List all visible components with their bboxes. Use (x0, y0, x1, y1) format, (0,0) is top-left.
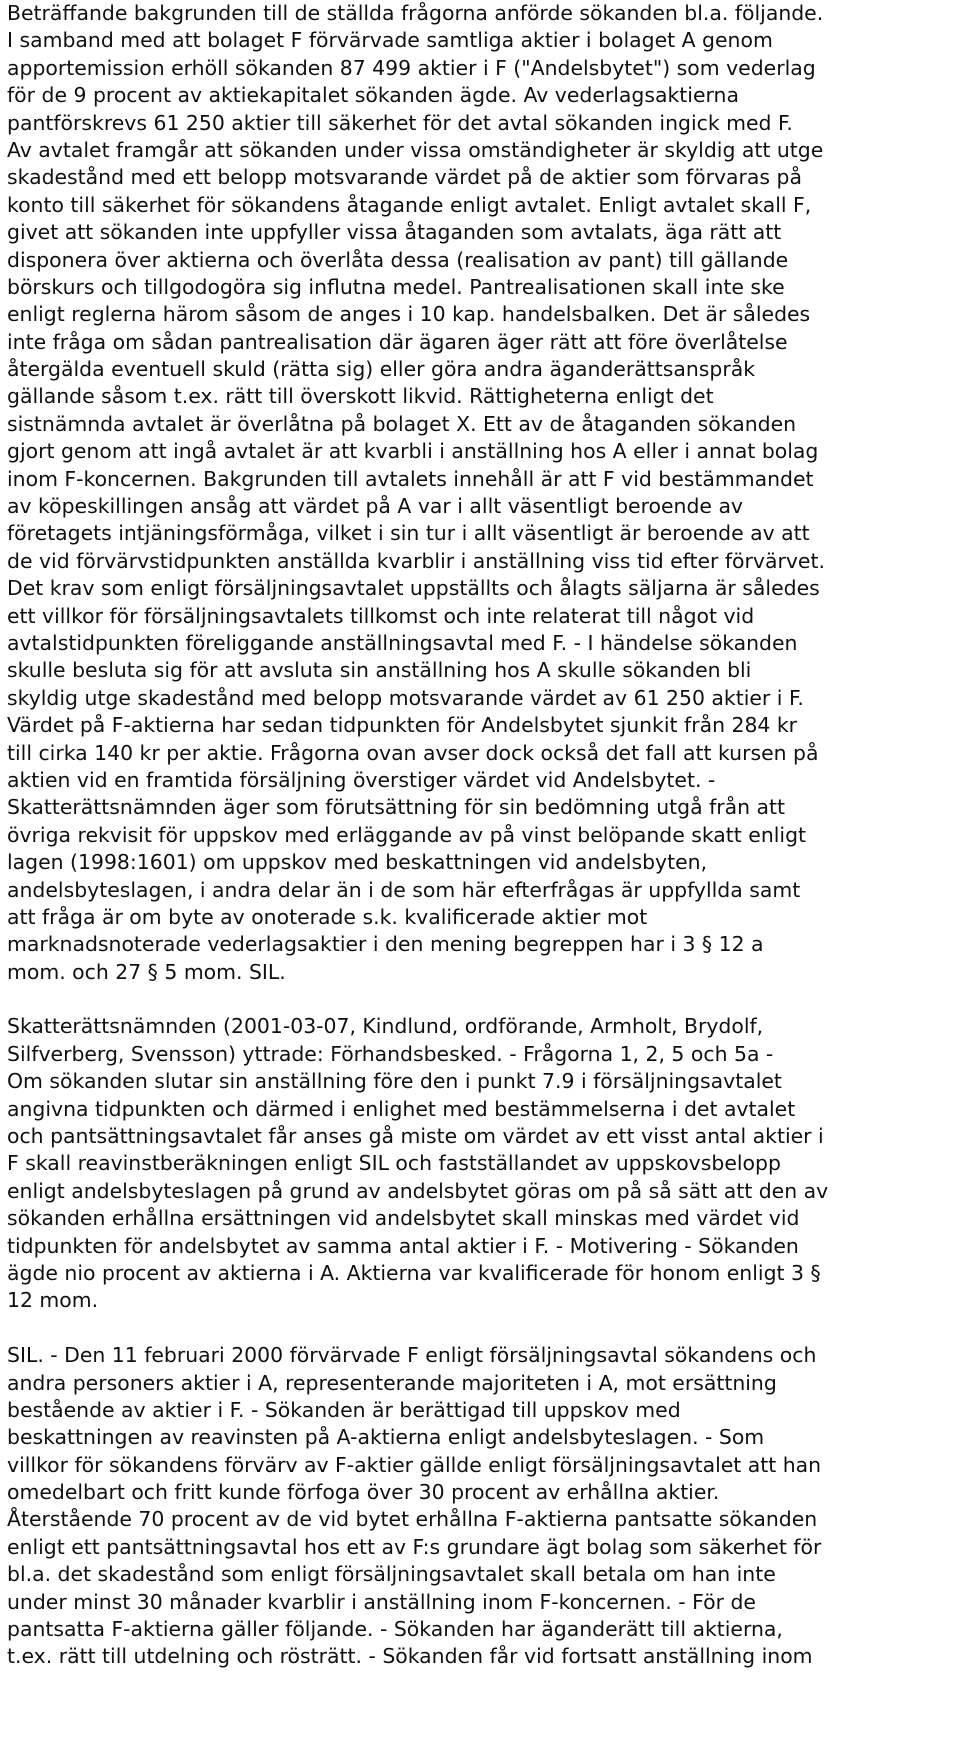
text-line: pantsatta F-aktierna gäller följande. - Sökanden har äganderätt till aktierna, (7, 1617, 783, 1642)
text-line: I samband med att bolaget F förvärvade samtliga aktier i bolaget A genom (7, 28, 773, 53)
text-line: pantförskrevs 61 250 aktier till säkerhet för det avtal sökanden ingick med F. (7, 110, 793, 135)
text-line: angivna tidpunkten och därmed i enlighet med bestämmelserna i det avtalet (7, 1096, 796, 1121)
text-line: marknadsnoterade vederlagsaktier i den mening begreppen har i 3 § 12 a (7, 932, 764, 957)
text-line: Skatterättsnämnden äger som förutsättning för sin bedömning utgå från att (7, 795, 786, 820)
text-line: Värdet på F-aktierna har sedan tidpunkten för Andelsbytet sjunkit från 284 kr (7, 713, 798, 738)
text-line: konto till säkerhet för sökandens åtagande enligt avtalet. Enligt avtalet skall F, (7, 192, 812, 217)
paragraph-gap (7, 986, 960, 1013)
text-line: under minst 30 månader kvarblir i anställning inom F-koncernen. - För de (7, 1589, 756, 1614)
text-line: av köpeskillingen ansåg att värdet på A var i allt väsentligt beroende av (7, 494, 744, 519)
text-line: inte fråga om sådan pantrealisation där ägaren äger rätt att före överlåtelse (7, 329, 788, 354)
text-line: bl.a. det skadestånd som enligt försäljningsavtalet skall betala om han inte (7, 1562, 776, 1587)
text-line: sistnämnda avtalet är överlåtna på bolaget X. Ett av de åtaganden sökanden (7, 411, 797, 436)
text-line: enligt andelsbyteslagen på grund av andelsbytet göras om på så sätt att den av (7, 1178, 829, 1203)
text-line: till cirka 140 kr per aktie. Frågorna ovan avser dock också det fall att kursen på (7, 740, 819, 765)
text-line: Om sökanden slutar sin anställning före den i punkt 7.9 i försäljningsavtalet (7, 1069, 782, 1094)
text-line: tidpunkten för andelsbytet av samma antal aktier i F. - Motivering - Sökanden (7, 1233, 799, 1258)
text-line: avtalstidpunkten föreliggande anställningsavtal med F. - I händelse sökanden (7, 630, 798, 655)
document-section-continuation (7, 1342, 960, 1671)
text-line: SIL. - Den 11 februari 2000 förvärvade F enligt försäljningsavtal sökandens och (7, 1343, 817, 1368)
text-line: inom F-koncernen. Bakgrunden till avtalets innehåll är att F vid bestämmandet (7, 466, 814, 491)
text-line: de vid förvärvstidpunkten anställda kvarblir i anställning viss tid efter förvärvet. (7, 548, 825, 573)
text-line: t.ex. rätt till utdelning och rösträtt. - Sökanden får vid fortsatt anställning inom (7, 1644, 813, 1669)
paragraph-gap (7, 1315, 960, 1342)
text-line: mom. och 27 § 5 mom. SIL. (7, 959, 286, 984)
text-line: enligt reglerna härom såsom de anges i 10 kap. handelsbalken. Det är således (7, 302, 811, 327)
text-line: gällande såsom t.ex. rätt till överskott likvid. Rättigheterna enligt det (7, 384, 714, 409)
text-line: Silfverberg, Svensson) yttrade: Förhandsbesked. - Frågorna 1, 2, 5 och 5a - (7, 1041, 774, 1066)
text-line: apportemission erhöll sökanden 87 499 aktier i F ("Andelsbytet") som vederlag (7, 55, 816, 80)
text-line: givet att sökanden inte uppfyller vissa åtaganden som avtalats, äga rätt att (7, 220, 782, 245)
text-line: F skall reavinstberäkningen enligt SIL och fastställandet av uppskovsbelopp (7, 1151, 781, 1176)
text-line: skulle besluta sig för att avsluta sin anställning hos A skulle sökanden bli (7, 658, 752, 683)
text-line: 12 mom. (7, 1288, 99, 1313)
text-line: villkor för sökandens förvärv av F-aktier gällde enligt försäljningsavtalet att han (7, 1452, 822, 1477)
text-line: omedelbart och fritt kunde förfoga över 30 procent av erhållna aktier. (7, 1480, 720, 1505)
document-section-background (7, 0, 960, 986)
text-line: lagen (1998:1601) om uppskov med beskattningen vid andelsbyten, (7, 850, 708, 875)
text-line: aktien vid en framtida försäljning överstiger värdet vid Andelsbytet. - (7, 767, 716, 792)
text-line: att fråga är om byte av onoterade s.k. kvalificerade aktier mot (7, 904, 648, 929)
text-line: skadestånd med ett belopp motsvarande värdet på de aktier som förvaras på (7, 165, 802, 190)
text-line: för de 9 procent av aktiekapitalet sökanden ägde. Av vederlagsaktierna (7, 83, 739, 108)
text-line: Skatterättsnämnden (2001-03-07, Kindlund, ordförande, Armholt, Brydolf, (7, 1014, 764, 1039)
text-line: företagets intjäningsförmåga, vilket i sin tur i allt väsentligt är beroende av att (7, 521, 810, 546)
text-line: Det krav som enligt försäljningsavtalet uppställts och ålagts säljarna är således (7, 576, 820, 601)
text-line: ett villkor för försäljningsavtalets tillkomst och inte relaterat till något vid (7, 603, 755, 628)
text-line: övriga rekvisit för uppskov med erläggande av på vinst belöpande skatt enligt (7, 822, 807, 847)
text-line: börskurs och tillgodogöra sig influtna medel. Pantrealisationen skall inte ske (7, 274, 785, 299)
text-line: gjort genom att ingå avtalet är att kvarbli i anställning hos A eller i annat bolag (7, 439, 819, 464)
text-line: Beträffande bakgrunden till de ställda frågorna anförde sökanden bl.a. följande. (7, 1, 824, 25)
text-line: återgälda eventuell skuld (rätta sig) eller göra andra äganderättsanspråk (7, 357, 756, 382)
text-line: andra personers aktier i A, representerande majoriteten i A, mot ersättning (7, 1370, 777, 1395)
text-line: ägde nio procent av aktierna i A. Aktierna var kvalificerade för honom enligt 3 § (7, 1260, 821, 1285)
text-line: Av avtalet framgår att sökanden under vissa omständigheter är skyldig att utge (7, 137, 824, 162)
text-line: beskattningen av reavinsten på A-aktierna enligt andelsbyteslagen. - Som (7, 1425, 765, 1450)
document-section-ruling (7, 1013, 960, 1314)
text-line: bestående av aktier i F. - Sökanden är berättigad till uppskov med (7, 1397, 681, 1422)
text-line: sökanden erhållna ersättningen vid andelsbytet skall minskas med värdet vid (7, 1206, 800, 1231)
text-line: enligt ett pantsättningsavtal hos ett av F:s grundare ägt bolag som säkerhet för (7, 1534, 822, 1559)
text-line: och pantsättningsavtalet får anses gå miste om värdet av ett visst antal aktier i (7, 1124, 824, 1149)
text-line: disponera över aktierna och överlåta dessa (realisation av pant) till gällande (7, 247, 789, 272)
text-line: skyldig utge skadestånd med belopp motsvarande värdet av 61 250 aktier i F. (7, 685, 804, 710)
text-line: Återstående 70 procent av de vid bytet erhållna F-aktierna pantsatte sökanden (7, 1507, 818, 1532)
text-line: andelsbyteslagen, i andra delar än i de som här efterfrågas är uppfyllda samt (7, 877, 801, 902)
